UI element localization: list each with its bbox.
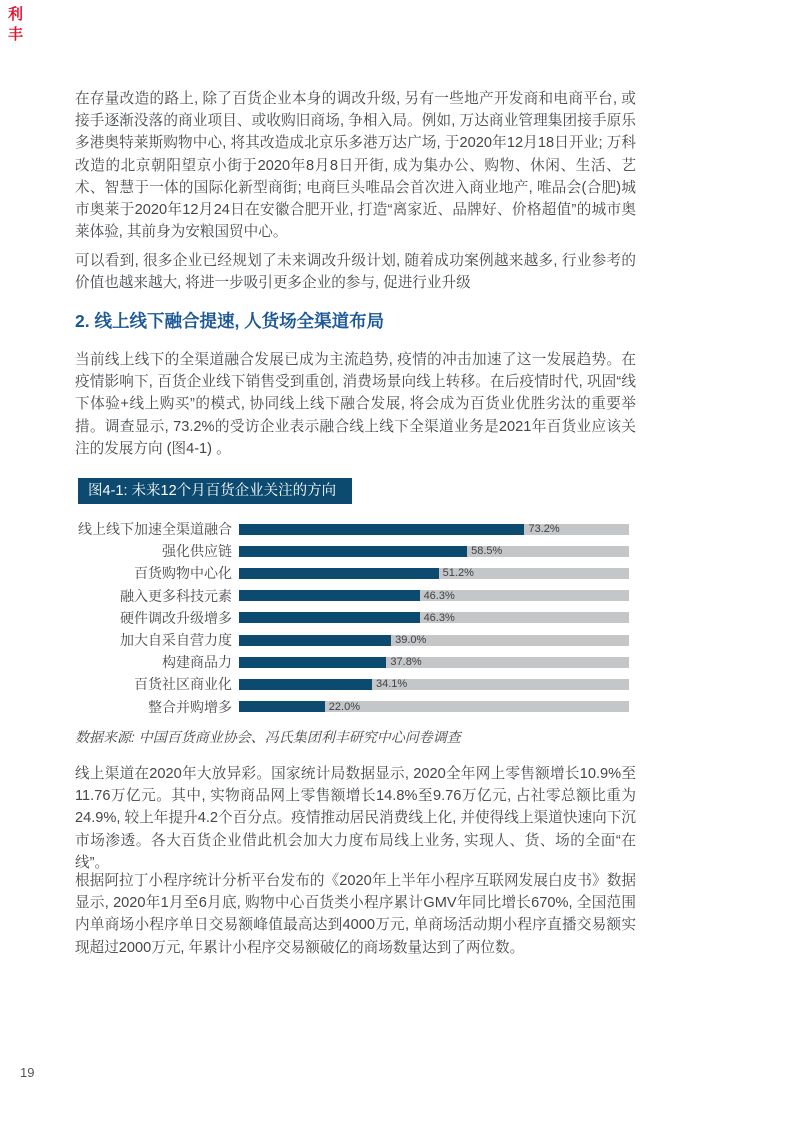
bar-category-label: 加大自采自营力度 <box>120 632 232 649</box>
section-heading: 2. 线上线下融合提速, 人货场全渠道布局 <box>75 311 385 331</box>
paragraph-miniprogram-stats: 根据阿拉丁小程序统计分析平台发布的《2020年上半年小程序互联网发展白皮书》数据显示, 2020年1月至6月底, 购物中心百货类小程序累计GMV年同比增长670%, 全国范围内单商场小程序单日交易额峰值最高达到4000万元, 单商场活动期小程序直播交易额实现超过2000万元, 年累计小程序交易额破亿的商场数量达到了两位数。 <box>75 873 636 956</box>
bar-category-label: 构建商品力 <box>162 654 232 671</box>
bar-fill <box>239 612 420 623</box>
lifung-logo <box>8 5 23 45</box>
bar-track <box>239 546 629 557</box>
bar-track <box>239 701 629 712</box>
bar-track <box>239 524 629 535</box>
paragraph-upgrade-outlook: 可以看到, 很多企业已经规划了未来调改升级计划, 随着成功案例越来越多, 行业参考的价值也越来越大, 将进一步吸引更多企业的参与, 促进行业升级 <box>75 253 636 292</box>
logo-char-top: 利 <box>8 6 24 23</box>
bar-value-label: 39.0% <box>395 634 427 647</box>
bar-row <box>75 651 629 673</box>
bar-fill <box>239 568 439 579</box>
bar-row <box>75 696 629 718</box>
paragraph-online-retail-stats: 线上渠道在2020年大放异彩。国家统计局数据显示, 2020全年网上零售额增长10.9%至11.76万亿元。其中, 实物商品网上零售额增长14.8%至9.76万亿元, 占社零总额比重为24.9%, 较上年提升4.2个百分点。疫情推动居民消费线上化, 并使得线上渠道快速向下沉市场渗透。各大百货企业借此机会加大力度布局线上业务, 实现人、货、场的全面“在线”。 <box>75 766 636 871</box>
bar-row <box>75 562 629 584</box>
bar-track <box>239 679 629 690</box>
bar-value-label: 46.3% <box>423 589 455 602</box>
bar-category-label: 融入更多科技元素 <box>120 587 232 604</box>
bar-value-label: 22.0% <box>328 700 360 713</box>
bar-row <box>75 540 629 562</box>
bar-value-label: 37.8% <box>390 656 422 669</box>
bar-fill <box>239 590 420 601</box>
bar-row <box>75 629 629 651</box>
bar-row <box>75 585 629 607</box>
bar-category-label: 线上线下加速全渠道融合 <box>78 521 232 538</box>
bar-fill <box>239 657 386 668</box>
page-number: 19 <box>20 1065 35 1080</box>
bar-row <box>75 673 629 695</box>
bar-value-label: 51.2% <box>442 567 474 580</box>
bar-category-label: 整合并购增多 <box>148 698 232 715</box>
logo-char-bottom: 丰 <box>8 26 24 43</box>
bar-chart <box>75 518 629 718</box>
bar-category-label: 百货社区商业化 <box>134 676 232 693</box>
bar-value-label: 46.3% <box>423 611 455 624</box>
bar-track <box>239 635 629 646</box>
bar-track <box>239 590 629 601</box>
bar-track <box>239 612 629 623</box>
bar-row <box>75 518 629 540</box>
paragraph-renovation-examples: 在存量改造的路上, 除了百货企业本身的调改升级, 另有一些地产开发商和电商平台, 或接手逐渐没落的商业项目、或收购旧商场, 争相入局。例如, 万达商业管理集团接手原乐多港奥特莱斯购物中心, 将其改造成北京乐多港万达广场, 于2020年12月18日开业; 万科改造的北京朝阳望京小街于2020年8月8日开街, 成为集办公、购物、休闲、生活、艺术、智慧于一体的国际化新型商街; 电商巨头唯品会首次进入商业地产, 唯品会(合肥)城市奥莱于2020年12月24日在安徽合肥开业, 打造“离家近、品牌好、价格超值”的城市奥莱体验, 其前身为安粮国贸中心。 <box>75 91 636 241</box>
bar-track <box>239 568 629 579</box>
data-source-note: 数据来源: 中国百货商业协会、冯氏集团利丰研究中心问卷调查 <box>75 729 461 745</box>
bar-value-label: 73.2% <box>528 523 560 536</box>
bar-fill <box>239 679 372 690</box>
bar-row <box>75 607 629 629</box>
figure-title-bar: 图4-1: 未来12个月百货企业关注的方向 <box>78 478 352 504</box>
bar-track <box>239 657 629 668</box>
bar-category-label: 百货购物中心化 <box>134 565 232 582</box>
paragraph-omnichannel-trend: 当前线上线下的全渠道融合发展已成为主流趋势, 疫情的冲击加速了这一发展趋势。在疫情影响下, 百货企业线下销售受到重创, 消费场景向线上转移。在后疫情时代, 巩固“线下体验+线上购买”的模式, 协同线上线下融合发展, 将会成为百货业优胜劣汰的重要举措。调查显示, 73.2%的受访企业表示融合线上线下全渠道业务是2021年百货业应该关注的发展方向 (图4-1) 。 <box>75 352 636 457</box>
bar-value-label: 58.5% <box>471 545 503 558</box>
bar-fill <box>239 546 467 557</box>
bar-fill <box>239 635 391 646</box>
bar-category-label: 硬件调改升级增多 <box>120 609 232 626</box>
bar-fill <box>239 701 325 712</box>
bar-value-label: 34.1% <box>375 678 408 691</box>
bar-fill <box>239 524 524 535</box>
bar-category-label: 强化供应链 <box>162 543 232 560</box>
